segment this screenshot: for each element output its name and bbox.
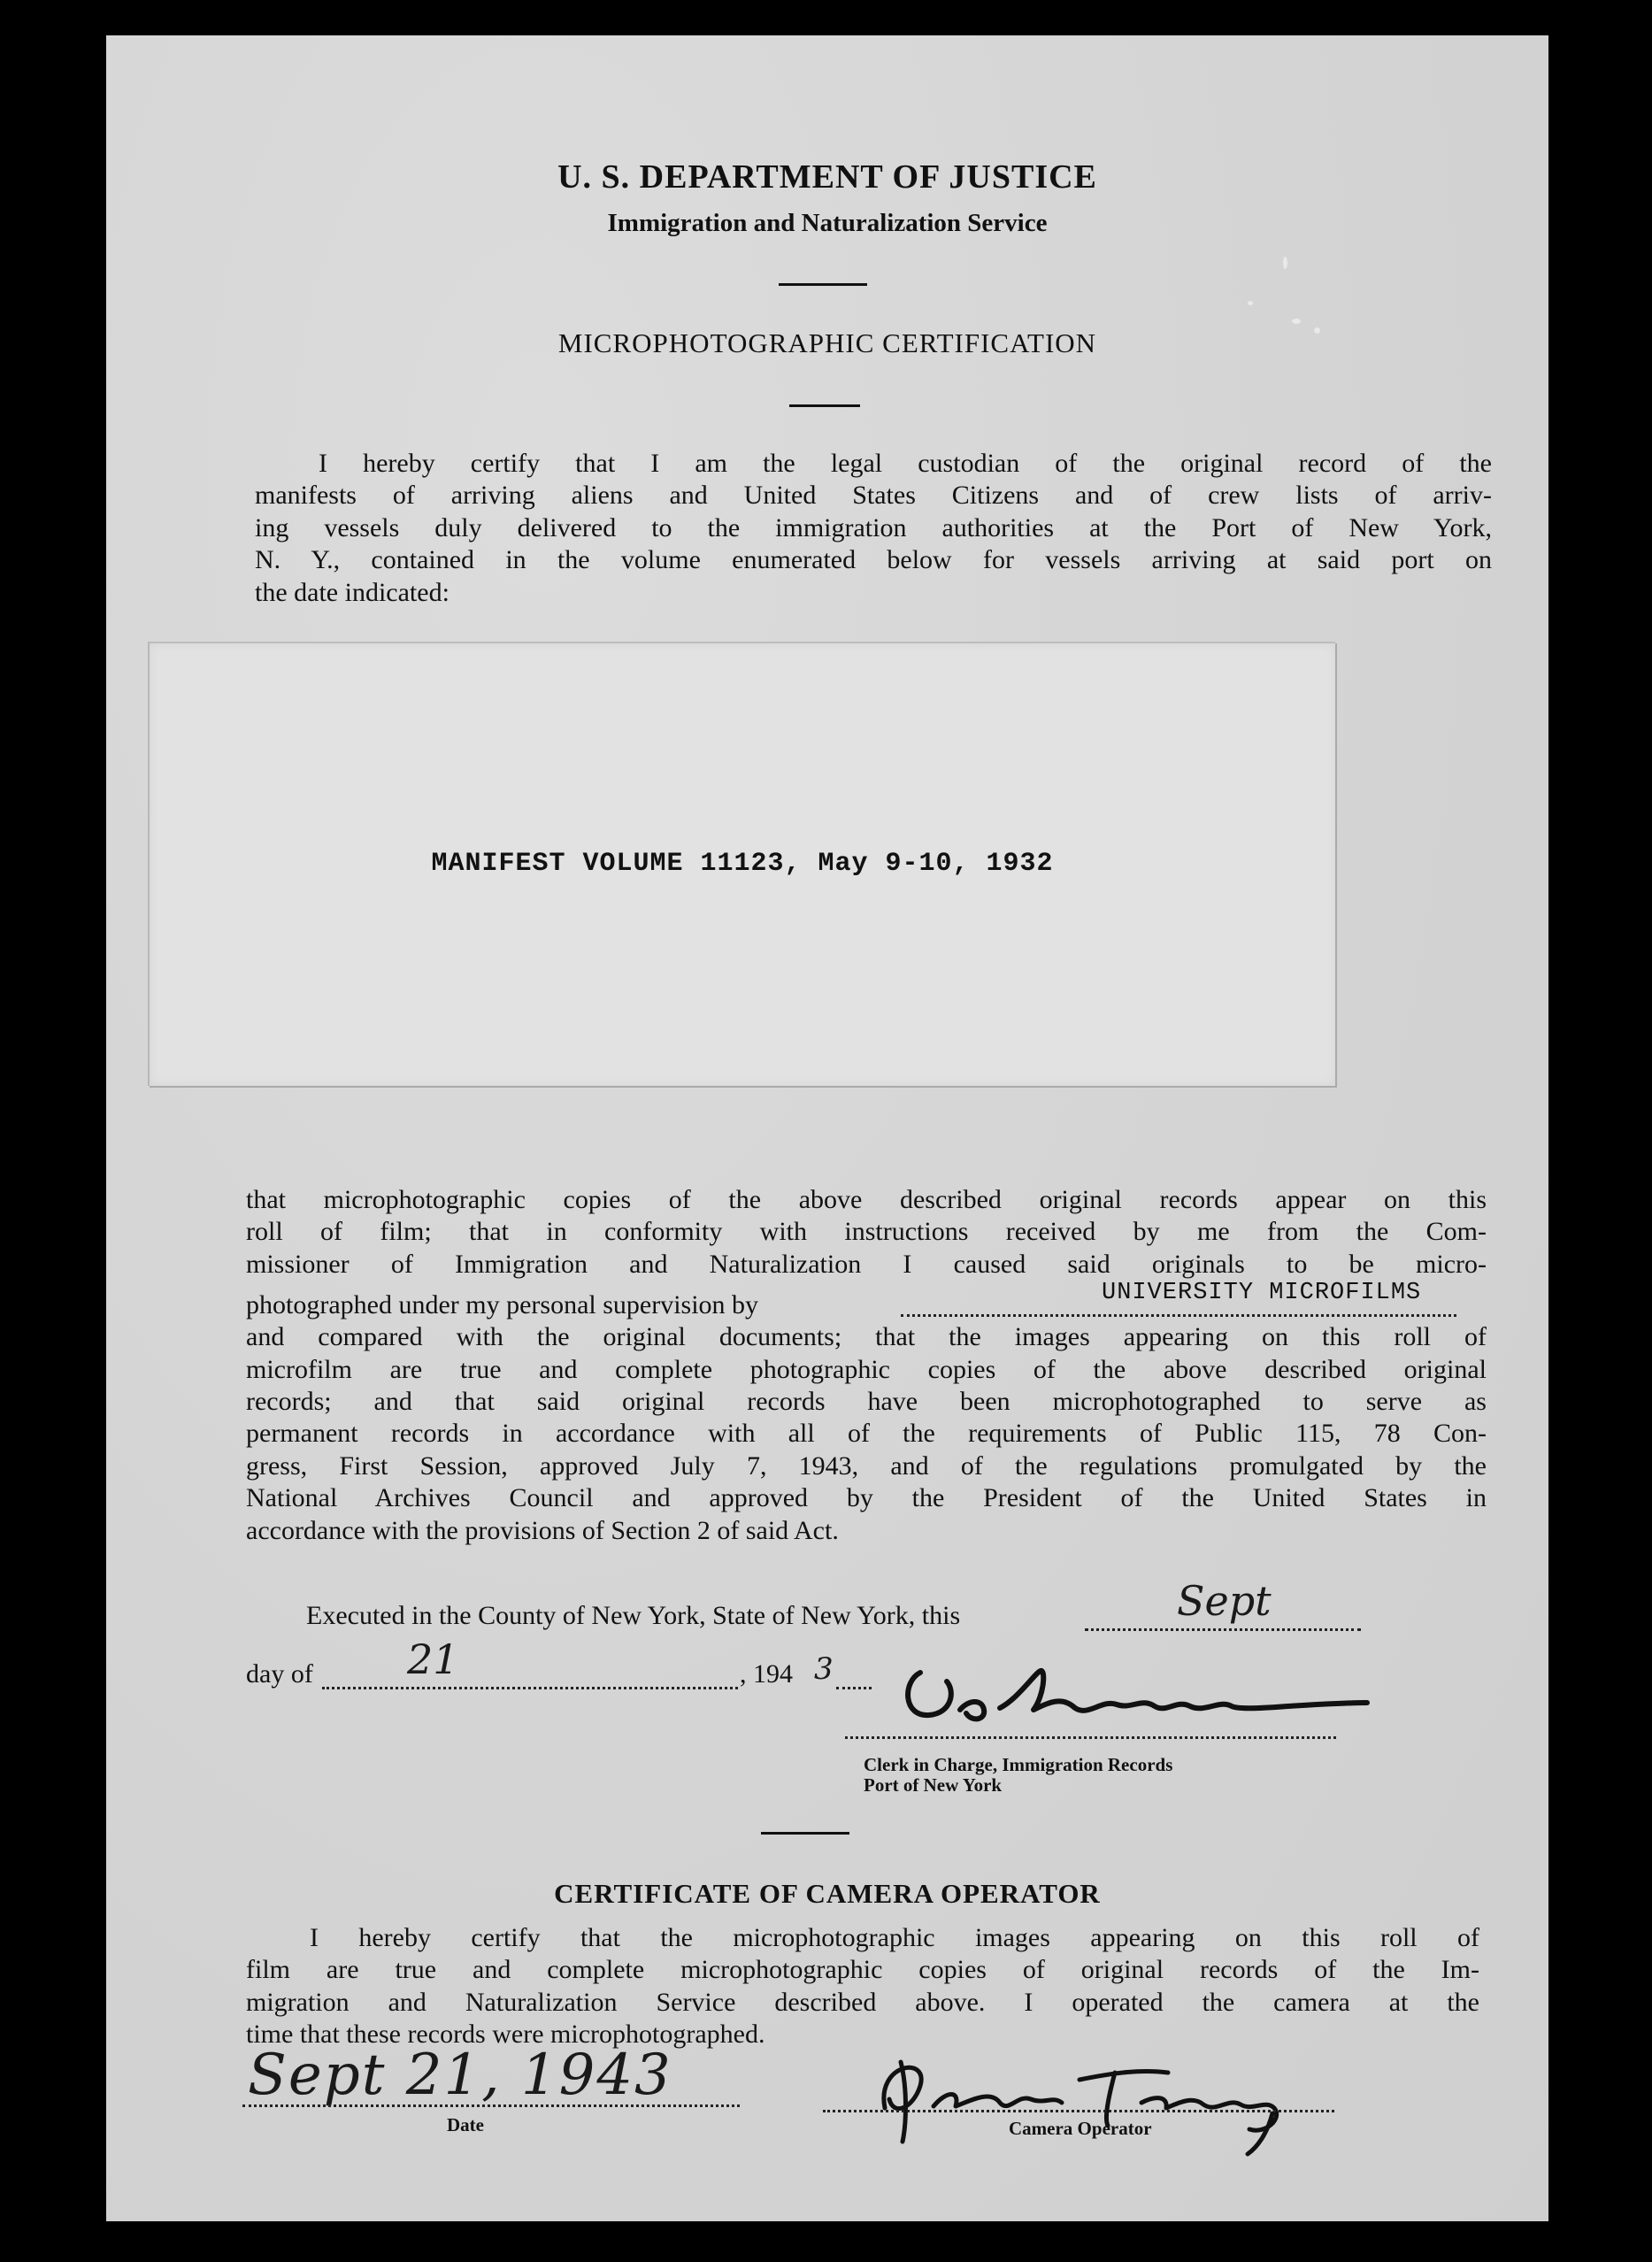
clerk-signature xyxy=(885,1646,1380,1743)
execution-prefix: Executed in the County of New York, State of New York, this xyxy=(306,1601,961,1630)
clerk-title xyxy=(864,1755,1172,1796)
section-divider xyxy=(761,1832,849,1835)
certification-line: roll of film; that in conformity with instructions received by me from the Com- xyxy=(246,1217,1487,1247)
film-speck xyxy=(1248,301,1253,305)
record-description-box xyxy=(148,642,1335,1086)
execution-month-handwritten: Sept xyxy=(1177,1577,1272,1625)
camera-certificate-line: film are true and complete microphotographic copies of original records of the Im- xyxy=(246,1955,1479,1985)
camera-certificate-line: migration and Naturalization Service described above. I operated the camera at the xyxy=(246,1987,1479,2017)
custodian-line: manifests of arriving aliens and United States Citizens and of crew lists of arriv- xyxy=(255,481,1492,511)
camera-certificate-line: I hereby certify that the microphotographic images appearing on this roll of xyxy=(310,1923,1479,1952)
execution-month-fill xyxy=(1085,1628,1361,1631)
clerk-signature-line xyxy=(845,1736,1336,1739)
certification-line: National Archives Council and approved by the President of the United States in xyxy=(246,1483,1487,1513)
custodian-line: N. Y., contained in the volume enumerated below for vessels arriving at said port on xyxy=(255,545,1492,575)
operator-date-label: Date xyxy=(447,2114,484,2135)
film-speck xyxy=(1314,327,1320,334)
execution-day-handwritten: 21 xyxy=(407,1635,459,1683)
clerk-title-line: Clerk in Charge, Immigration Records xyxy=(864,1754,1173,1775)
camera-certificate-line: time that these records were microphotographed. xyxy=(246,2020,765,2050)
certification-line: microfilm are true and complete photographic copies of the above described original xyxy=(246,1354,1487,1384)
custodian-line: I hereby certify that I am the legal custodian of the original record of the xyxy=(319,449,1492,478)
supervision-fill-line xyxy=(901,1314,1456,1317)
execution-day-prefix: day of xyxy=(246,1659,313,1689)
certificate-page xyxy=(106,35,1548,2221)
operator-signature-line xyxy=(823,2110,1334,2112)
operator-label: Camera Operator xyxy=(1009,2118,1152,2139)
execution-year-prefix: , 194 xyxy=(740,1659,793,1689)
department-heading: U. S. DEPARTMENT OF JUSTICE xyxy=(557,158,1097,196)
execution-year-handwritten: 3 xyxy=(814,1651,834,1687)
certification-line: permanent records in accordance with all of the requirements of Public 115, 78 Con- xyxy=(246,1419,1487,1449)
execution-year-fill xyxy=(836,1687,872,1689)
custodian-line: ing vessels duly delivered to the immigration authorities at the Port of New York, xyxy=(255,512,1492,542)
header-divider-bottom xyxy=(789,404,860,407)
certification-line: gress, First Session, approved July 7, 1943, and of the regulations promulgated by the xyxy=(246,1450,1487,1481)
operator-signature xyxy=(849,2037,1345,2161)
film-speck xyxy=(1283,257,1287,269)
supervision-line xyxy=(246,1280,1487,1321)
film-speck xyxy=(1292,319,1301,324)
microphotograph-paragraph xyxy=(246,1184,1487,1547)
certification-line: records; and that said original records have been microphotographed to serve as xyxy=(246,1387,1487,1417)
supervision-prefix: photographed under my personal supervision by xyxy=(246,1290,759,1320)
manifest-volume-text: MANIFEST VOLUME 11123, May 9-10, 1932 xyxy=(431,849,1054,879)
supervision-typed-value: UNIVERSITY MICROFILMS xyxy=(1102,1280,1422,1307)
custodian-paragraph xyxy=(255,448,1492,609)
certification-line: accordance with the provisions of Section 2 of said Act. xyxy=(246,1515,839,1545)
certification-line: that microphotographic copies of the above described original records appear on this xyxy=(246,1185,1487,1214)
camera-certificate-paragraph xyxy=(246,1922,1479,2051)
form-title: MICROPHOTOGRAPHIC CERTIFICATION xyxy=(557,327,1097,358)
custodian-line: the date indicated: xyxy=(255,577,449,607)
service-subheading: Immigration and Naturalization Service xyxy=(607,209,1048,237)
header-divider-top xyxy=(779,283,867,286)
operator-date-line xyxy=(242,2104,740,2107)
clerk-title-line: Port of New York xyxy=(864,1774,1003,1796)
operator-date-handwritten: Sept 21, 1943 xyxy=(248,2043,672,2108)
certification-line: and compared with the original documents; that the images appearing on this roll of xyxy=(246,1322,1487,1352)
execution-day-fill xyxy=(322,1687,738,1689)
camera-certificate-title: CERTIFICATE OF CAMERA OPERATOR xyxy=(554,1878,1101,1909)
certification-line: missioner of Immigration and Naturalization I caused said originals to be micro- xyxy=(246,1249,1487,1279)
